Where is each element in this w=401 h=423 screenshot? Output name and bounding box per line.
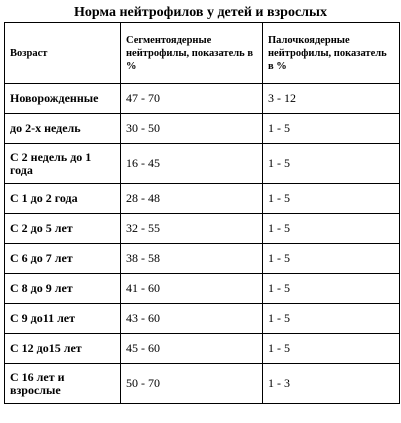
table-row [5, 144, 400, 184]
table-row [5, 304, 400, 334]
table-header-row [5, 23, 400, 84]
segmented-cell: 16 - 45 [121, 144, 263, 184]
band-cell: 1 - 5 [263, 114, 400, 144]
age-cell: С 2 до 5 лет [5, 214, 121, 244]
header-band: Палочкоядерные нейтрофилы, показатель в % [263, 23, 400, 84]
band-cell: 1 - 5 [263, 184, 400, 214]
header-age: Возраст [5, 23, 121, 84]
table-row [5, 84, 400, 114]
segmented-cell: 47 - 70 [121, 84, 263, 114]
age-cell: С 16 лет и взрослые [5, 364, 121, 404]
table-row [5, 334, 400, 364]
band-cell: 1 - 5 [263, 334, 400, 364]
age-cell: С 8 до 9 лет [5, 274, 121, 304]
page-title: Норма нейтрофилов у детей и взрослых [74, 5, 327, 20]
age-cell: С 12 до15 лет [5, 334, 121, 364]
segmented-cell: 30 - 50 [121, 114, 263, 144]
segmented-cell: 38 - 58 [121, 244, 263, 274]
band-cell: 1 - 5 [263, 274, 400, 304]
band-cell: 1 - 3 [263, 364, 400, 404]
segmented-cell: 28 - 48 [121, 184, 263, 214]
band-cell: 1 - 5 [263, 144, 400, 184]
age-cell: С 6 до 7 лет [5, 244, 121, 274]
segmented-cell: 50 - 70 [121, 364, 263, 404]
age-cell: Новорожденные [5, 84, 121, 114]
table-row [5, 184, 400, 214]
table-row [5, 274, 400, 304]
table-row [5, 244, 400, 274]
segmented-cell: 41 - 60 [121, 274, 263, 304]
header-segmented: Сегментоядерные нейтрофилы, показатель в % [121, 23, 263, 84]
segmented-cell: 43 - 60 [121, 304, 263, 334]
age-cell: до 2-х недель [5, 114, 121, 144]
segmented-cell: 45 - 60 [121, 334, 263, 364]
band-cell: 1 - 5 [263, 244, 400, 274]
table-row [5, 364, 400, 404]
age-cell: С 9 до11 лет [5, 304, 121, 334]
table-row [5, 214, 400, 244]
segmented-cell: 32 - 55 [121, 214, 263, 244]
neutrophil-norms-table [4, 22, 400, 404]
age-cell: С 1 до 2 года [5, 184, 121, 214]
age-cell: С 2 недель до 1 года [5, 144, 121, 184]
table-row [5, 114, 400, 144]
band-cell: 3 - 12 [263, 84, 400, 114]
band-cell: 1 - 5 [263, 304, 400, 334]
band-cell: 1 - 5 [263, 214, 400, 244]
